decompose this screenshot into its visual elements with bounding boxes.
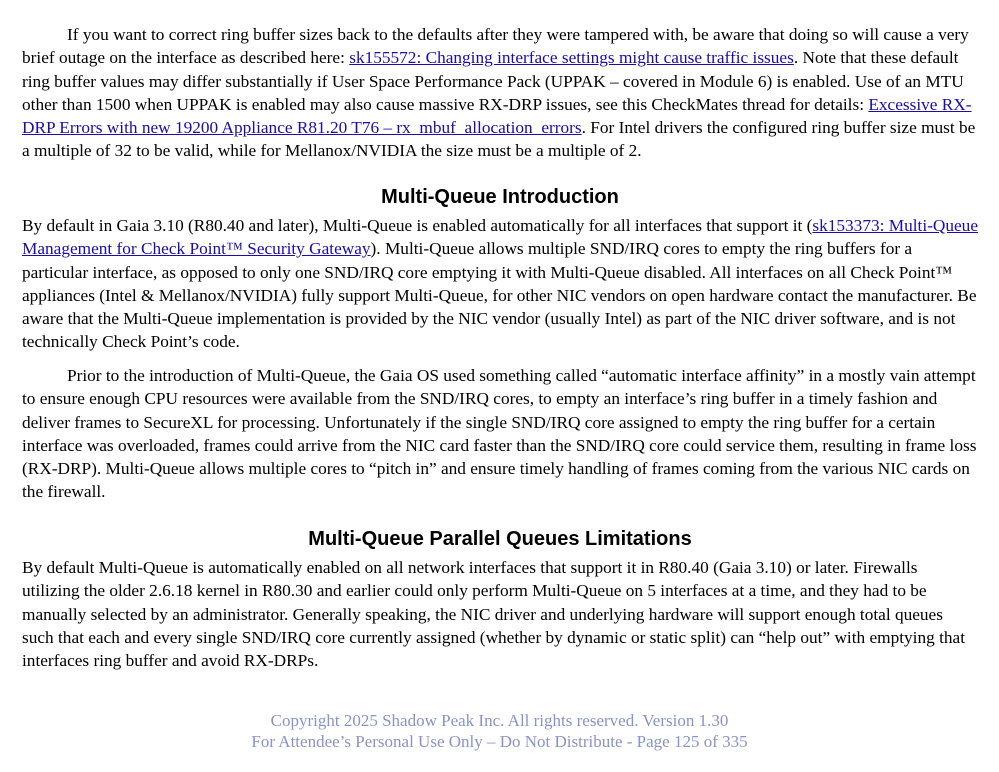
paragraph-text: If you want to correct ring buffer sizes back to the defaults after they were tampered with, be aware that doing so will cause a very brief outage on the interface as described here: xyxy=(22,25,969,68)
paragraph-text: By default in Gaia 3.10 (R80.40 and later), Multi-Queue is enabled automatically for all interfaces that support it ( xyxy=(22,216,813,235)
link-sk153373[interactable]: sk153373: Multi-Queue Management for Check Point™ Security Gateway xyxy=(22,216,978,259)
link-checkmates-rx-drp-thread[interactable]: Excessive RX-DRP Errors with new 19200 Appliance R81.20 T76 – rx_mbuf_allocation_errors xyxy=(22,94,972,138)
section-heading-parallel-queues-limitations: Multi-Queue Parallel Queues Limitations xyxy=(308,528,692,550)
paragraph-text: . Note that these default ring buffer values may differ substantially if User Space Performance Pack (UPPAK – covered in Module 6) is enabled. Use of an MTU other than 1500 when UPPAK is enabled may also cause massive RX-DRP issues, see this CheckMates thread for details: xyxy=(22,48,964,114)
paragraph-interface-affinity: Prior to the introduction of Multi-Queue, the Gaia OS used something called “automatic interface affinity” in a mostly vain attempt to ensure enough CPU resources were available from the SND/IRQ cores, to empty an interface’s ring buffer in a timely fashion and deliver frames to SecureXL for processing. Unfortunately if the single SND/IRQ core assigned to empty the ring buffer for a certain interface was overloaded, frames could arrive from the NIC card faster than the SND/IRQ core could service them, resulting in frame loss (RX-DRP). Multi-Queue allows multiple cores to “pitch in” and ensure timely handling of frames coming from the various NIC cards on the firewall. xyxy=(22,366,977,502)
paragraph-multi-queue-default xyxy=(22,214,978,354)
footer-copyright: Copyright 2025 Shadow Peak Inc. All rights reserved. Version 1.30 xyxy=(270,711,729,730)
paragraph-parallel-queues: By default Multi-Queue is automatically enabled on all network interfaces that support it in R80.40 (Gaia 3.10) or later. Firewalls utilizing the older 2.6.18 kernel in R80.30 and earlier could only perform Multi-Queue on 5 interfaces at a time, and they had to be manually selected by an administrator. Generally speaking, the NIC driver and underlying hardware will support enough total queues such that each and every single SND/IRQ core currently assigned (whether by dynamic or static split) can “help out” with emptying that interfaces ring buffer and avoid RX-DRPs. xyxy=(22,558,965,671)
page-footer xyxy=(0,710,999,752)
footer-page-number: For Attendee’s Personal Use Only – Do Not Distribute - Page 125 of 335 xyxy=(251,732,748,751)
link-sk155572[interactable]: sk155572: Changing interface settings might cause traffic issues xyxy=(349,48,794,68)
paragraph-text: . For Intel drivers the configured ring buffer size must be a multiple of 32 to be valid, while for Mellanox/NVIDIA the size must be a multiple of 2. xyxy=(22,118,976,161)
section-heading-multi-queue-introduction: Multi-Queue Introduction xyxy=(381,186,619,208)
paragraph-ring-buffer-defaults xyxy=(22,23,978,163)
paragraph-text: ). Multi-Queue allows multiple SND/IRQ cores to empty the ring buffers for a particular interface, as opposed to only one SND/IRQ core emptying it with Multi-Queue disabled. All interfaces on all Check Point™ appliances (Intel & Mellanox/NVIDIA) fully support Multi-Queue, for other NIC vendors on open hardware contact the manufacturer. Be aware that the Multi-Queue implementation is provided by the NIC vendor (usually Intel) as part of the NIC driver software, and is not technically Check Point’s code. xyxy=(22,239,977,352)
